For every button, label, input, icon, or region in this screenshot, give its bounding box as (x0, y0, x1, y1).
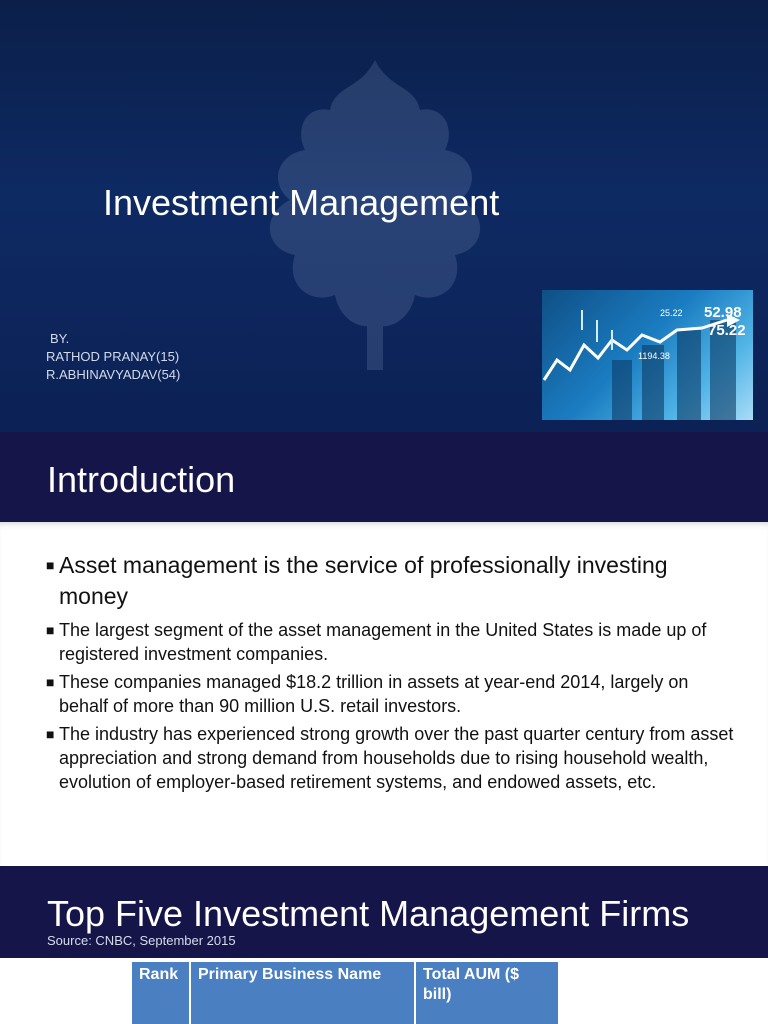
image-number-2: 75.22 (708, 322, 746, 339)
image-number-4: 1194.38 (638, 351, 670, 361)
bullet-text: Asset management is the service of professionally investing money (59, 552, 668, 609)
bullet-square-icon: ■ (46, 674, 55, 690)
table-header-business-name: Primary Business Name (191, 962, 416, 1024)
authors-block (46, 330, 180, 384)
stock-market-image (542, 290, 753, 420)
bullet-item (46, 670, 736, 718)
source-caption: Source: CNBC, September 2015 (47, 933, 236, 948)
bullet-text: The largest segment of the asset management in the United States is made up of registered investment companies. (59, 620, 707, 664)
bullet-item (46, 722, 736, 794)
image-number-1: 52.98 (704, 304, 742, 321)
bullet-text: These companies managed $18.2 trillion in assets at year-end 2014, largely on behalf of more than 90 million U.S. retail investors. (59, 672, 689, 716)
bullet-item (46, 618, 736, 666)
image-number-3: 25.22 (660, 308, 683, 318)
presentation-title: Investment Management (103, 182, 500, 223)
bullet-list (46, 550, 736, 798)
table-header-total-aum: Total AUM ($ bill) (416, 962, 558, 1024)
author-1: RATHOD PRANAY(15) (46, 349, 180, 364)
firms-title: Top Five Investment Management Firms (47, 893, 690, 934)
bullet-square-icon: ■ (46, 622, 55, 638)
author-2: R.ABHINAVYADAV(54) (46, 367, 181, 382)
bullet-item (46, 550, 736, 612)
by-label: BY. (50, 331, 70, 346)
bullet-text: The industry has experienced strong growth over the past quarter century from asset appreciation and strong demand from households due to rising household wealth, evolution of employer-based retirement systems, and endowed assets, etc. (59, 724, 734, 792)
title-slide (0, 0, 768, 432)
bullet-square-icon: ■ (46, 557, 55, 573)
introduction-title: Introduction (47, 459, 236, 500)
table-header-rank: Rank (132, 962, 191, 1024)
firms-table (132, 962, 558, 1024)
bullet-square-icon: ■ (46, 726, 55, 742)
